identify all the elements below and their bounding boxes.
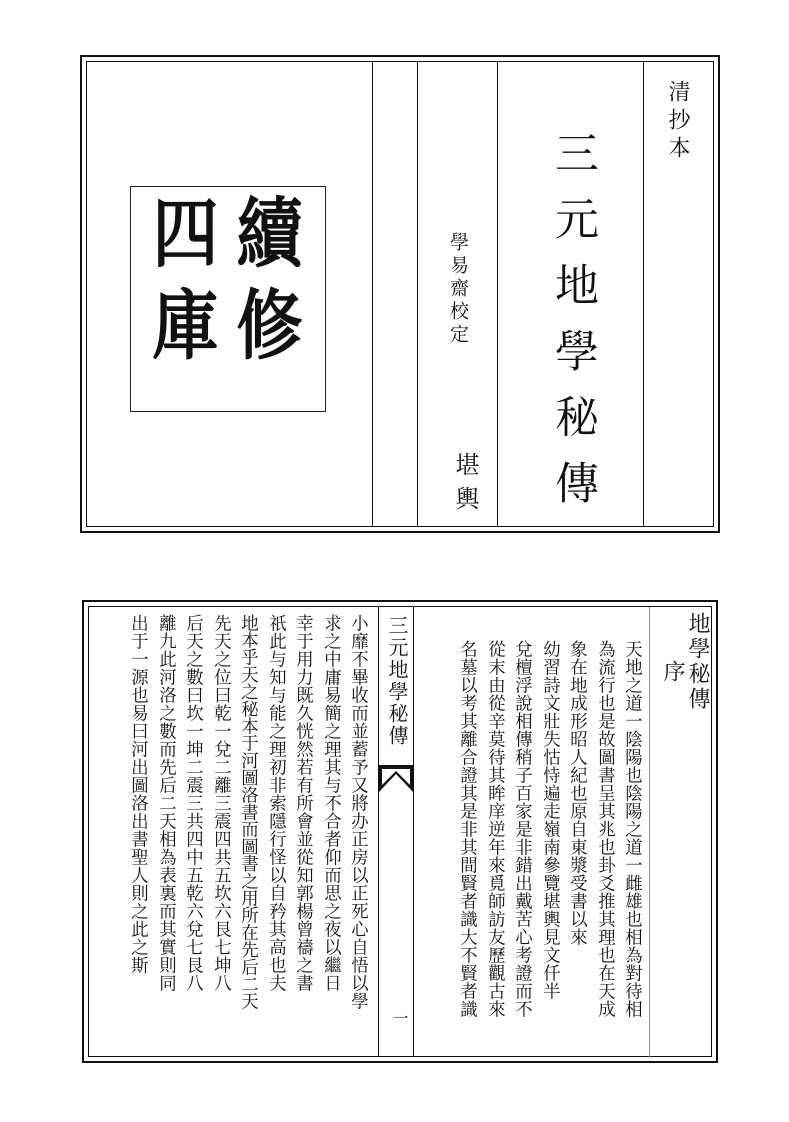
fish-tail-ornament	[379, 766, 413, 794]
text-column: 地本乎天之秘本于河圖洛書而圖書之用所在先后二天	[237, 614, 258, 1010]
text-column: 離九此河洛之數而先后二天相為表裏而其實則同	[155, 614, 176, 992]
text-column: 從末由從辛莫待其眸庠逆年來覓師訪友歷觀古來	[484, 640, 505, 1018]
book-title: 地學秘傳	[685, 612, 710, 712]
text-column: 后天之數曰坎一坤二震三共四中五乾六兌七艮八	[182, 614, 203, 992]
collection-seal	[130, 186, 326, 412]
text-column: 兌檀浮說相傳稍子百家是非錯出戴苦心考證而不	[511, 640, 532, 1018]
column-rule	[649, 607, 650, 1057]
title-divider-mid-b	[497, 62, 498, 526]
title-divider-mid-a	[417, 62, 418, 526]
text-column: 幸于用力既久恍然若有所會並從知郭楊曾禱之書	[292, 614, 313, 992]
main-title: 三元地學秘傳	[547, 130, 598, 526]
subject-label: 堪輿	[451, 452, 479, 520]
text-column: 出于一源也易曰河出圖洛出書聖人則之此之斯	[127, 614, 148, 974]
text-column: 求之中庸易簡之理其与不合者仰而思之夜以繼日	[320, 614, 341, 992]
edition-note: 清抄本	[665, 80, 690, 164]
preface-label: 序	[660, 660, 685, 685]
text-column: 象在地成形昭人紀也原自東漿受書以來	[566, 640, 587, 946]
seal-line-left: 四庫	[141, 193, 219, 377]
fold-line-left	[378, 607, 379, 1057]
title-divider-right	[643, 62, 644, 526]
text-column: 天地之道一陰陽也陰陽之道一雌雄也相為對待相	[621, 640, 642, 1018]
heart-title: 三元地學秘傳	[385, 615, 409, 747]
title-divider-left	[372, 62, 373, 526]
folio-number: 一	[390, 1010, 409, 1026]
text-column: 名墓以考其離合證其是非其間賢者識大不賢者識	[456, 640, 477, 1018]
editor-credit: 學易齋校定	[447, 232, 469, 347]
fold-line-right	[413, 607, 414, 1057]
text-column: 小靡不畢收而並蓄予又將办正房以正死心自悟以學	[347, 614, 368, 1010]
seal-line-right: 續修	[225, 193, 303, 377]
text-column: 先天之位曰乾一兌二離三震四共五坎六艮七坤八	[210, 614, 231, 992]
text-column: 為流行也是故圖書呈其兆也卦爻推其理也在天成	[594, 640, 615, 1018]
text-column: 幼習詩文壯失怙恃遍走嶺南參覽堪輿見文仟半	[539, 640, 560, 1000]
text-column: 祇此与知与能之理初非索隱行怪以自矜其高也夫	[265, 614, 286, 992]
